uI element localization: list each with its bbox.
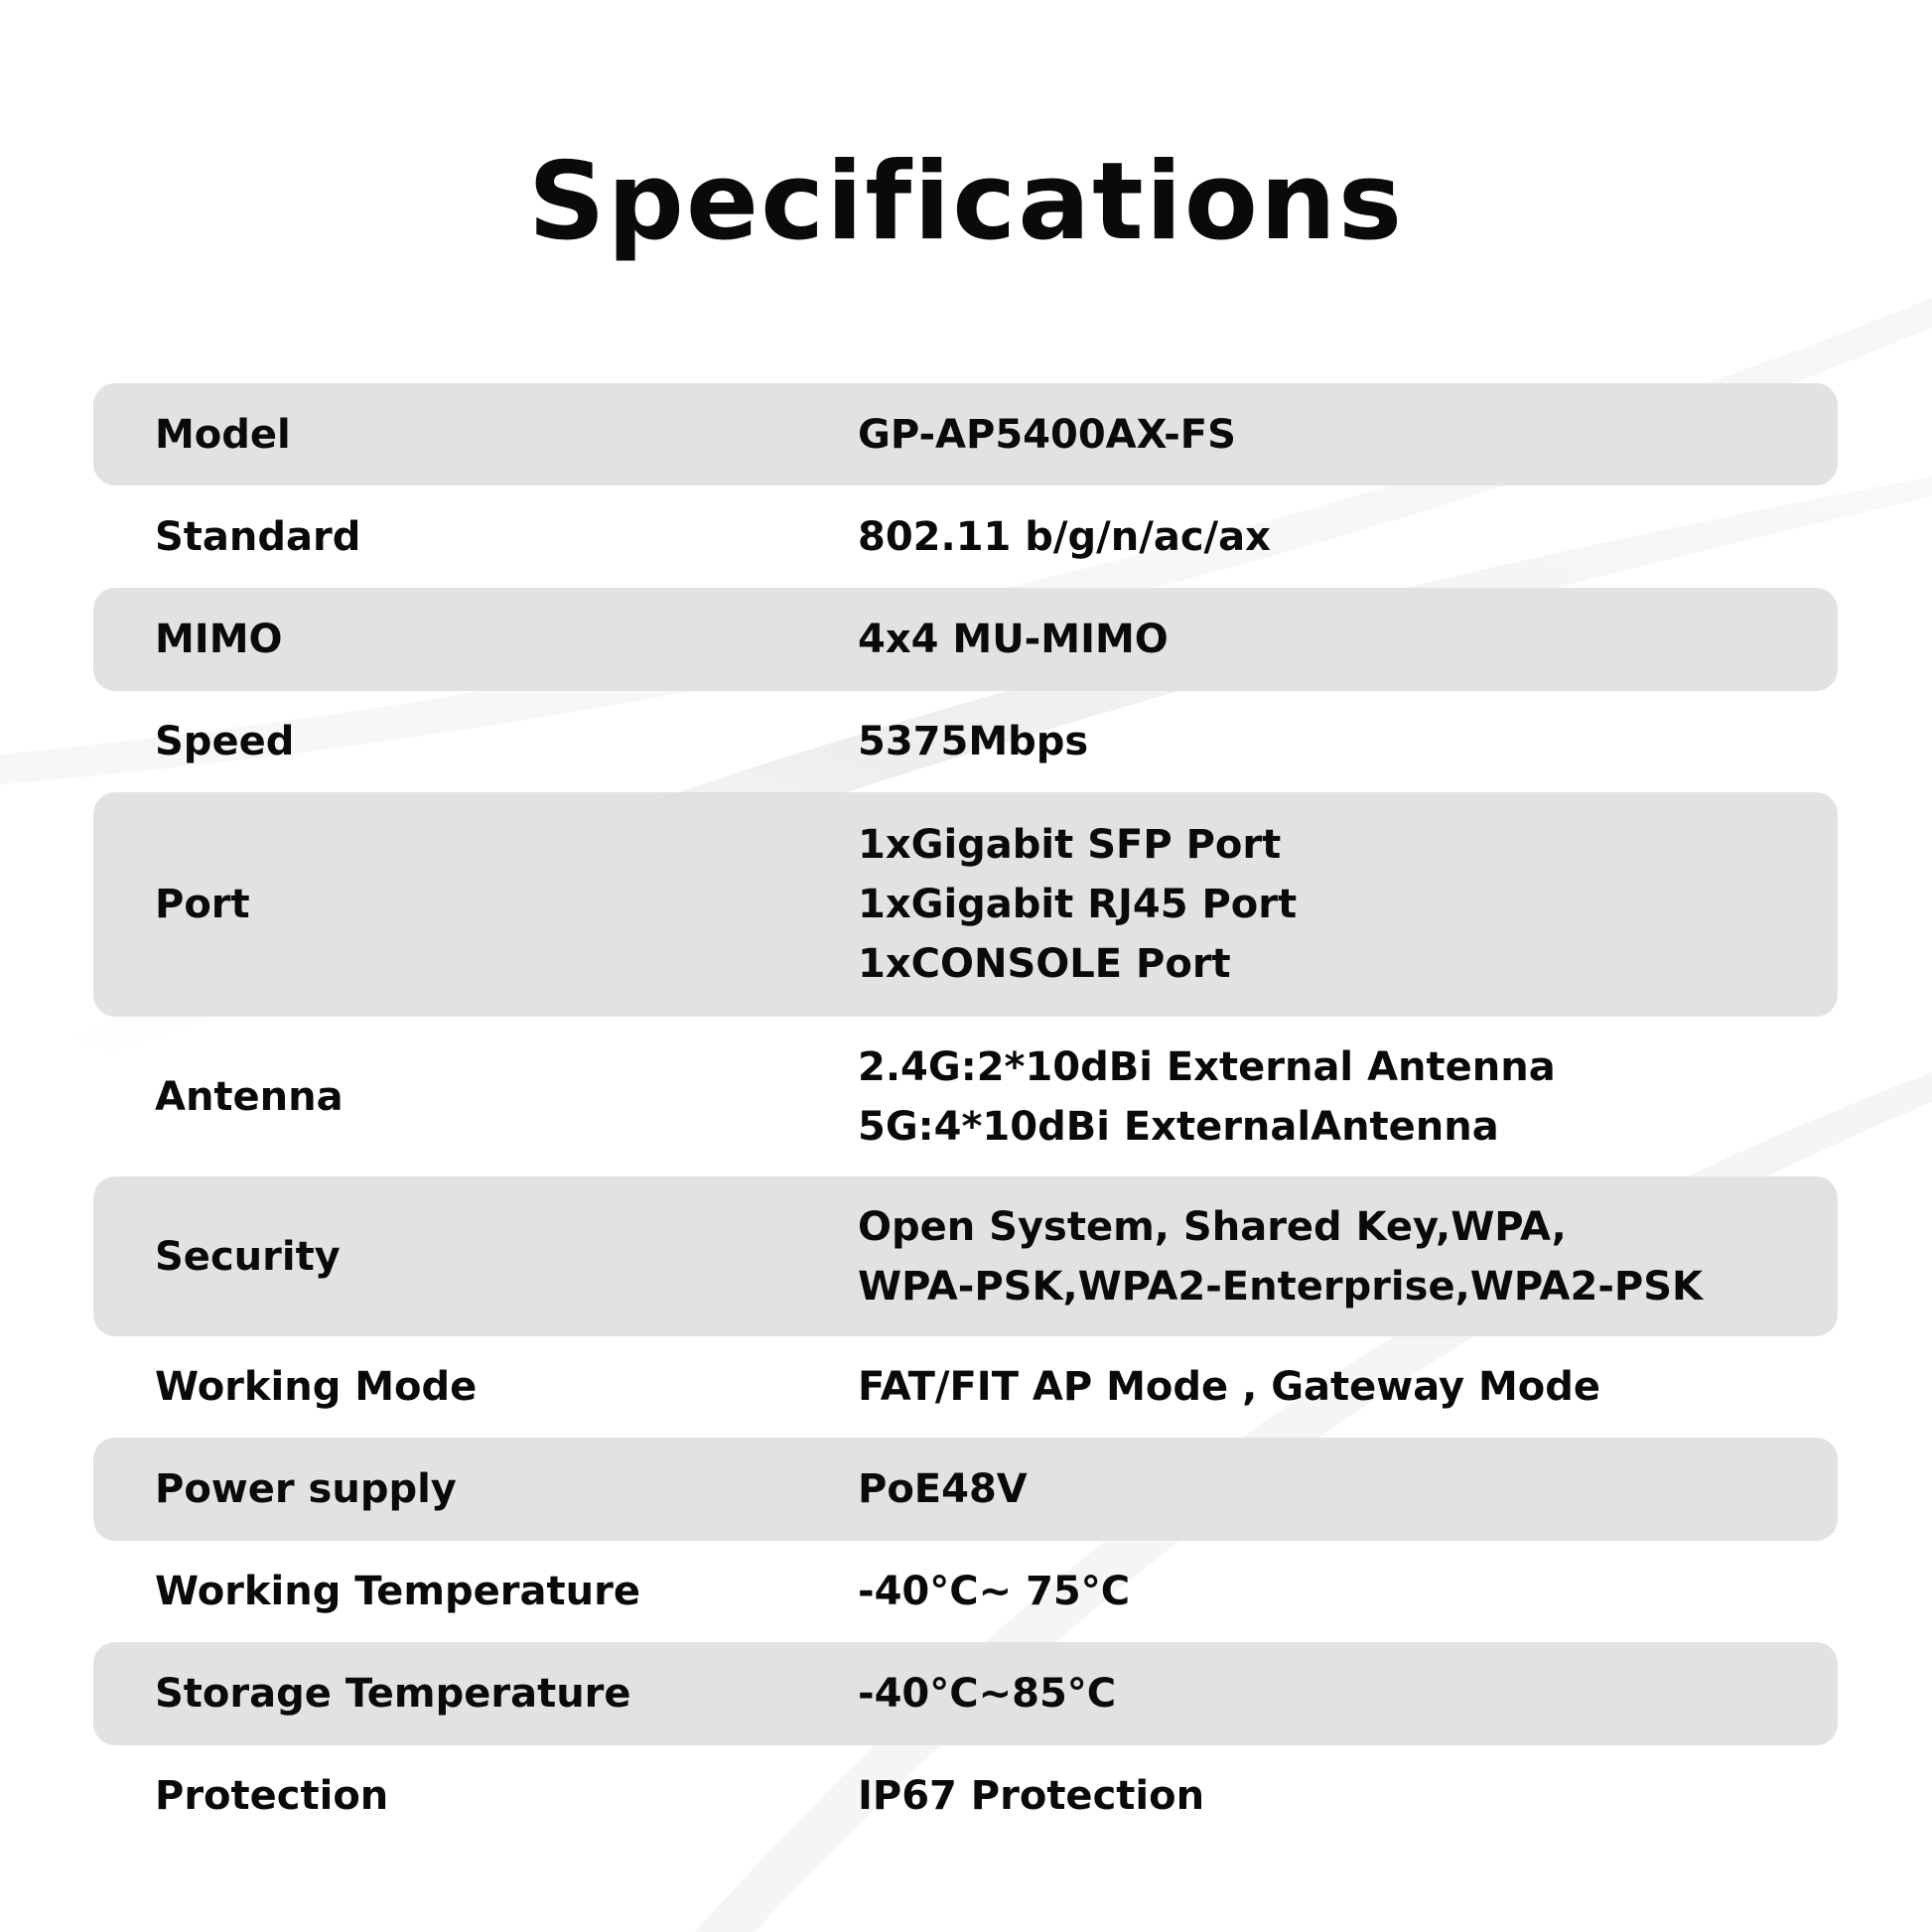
spec-value-line: 1xGigabit SFP Port bbox=[858, 822, 1282, 868]
spec-value-line: 1xGigabit RJ45 Port bbox=[858, 882, 1298, 927]
spec-row-antenna bbox=[93, 1017, 1838, 1176]
spec-label: Working Temperature bbox=[155, 1569, 640, 1614]
spec-row-power-supply bbox=[93, 1438, 1838, 1541]
spec-label: Storage Temperature bbox=[155, 1671, 631, 1717]
spec-table bbox=[93, 383, 1838, 1847]
spec-label: Power supply bbox=[155, 1466, 457, 1512]
spec-value-line: 2.4G:2*10dBi External Antenna bbox=[858, 1043, 1556, 1090]
spec-value bbox=[858, 1766, 1838, 1826]
spec-value-line: WPA-PSK,WPA2-Enterprise,WPA2-PSK bbox=[858, 1263, 1704, 1310]
spec-value bbox=[858, 1357, 1838, 1417]
spec-label: MIMO bbox=[155, 617, 283, 662]
spec-value bbox=[858, 1037, 1838, 1157]
spec-row-security bbox=[93, 1176, 1838, 1336]
spec-value-line: 1xCONSOLE Port bbox=[858, 941, 1231, 987]
spec-value bbox=[858, 1664, 1838, 1724]
spec-label: Antenna bbox=[155, 1073, 344, 1120]
spec-value-line: GP-AP5400AX-FS bbox=[858, 411, 1236, 458]
spec-label: Security bbox=[155, 1233, 341, 1280]
spec-value bbox=[858, 712, 1838, 771]
spec-row-working-mode bbox=[93, 1336, 1838, 1438]
spec-value bbox=[858, 405, 1838, 465]
spec-label: Protection bbox=[155, 1773, 389, 1819]
spec-value-line: 5G:4*10dBi ExternalAntenna bbox=[858, 1103, 1499, 1150]
spec-value-line: 802.11 b/g/n/ac/ax bbox=[858, 513, 1271, 560]
spec-value-line: -40°C~85°C bbox=[858, 1671, 1117, 1717]
spec-value-line: 4x4 MU-MIMO bbox=[858, 617, 1169, 662]
spec-row-mimo bbox=[93, 588, 1838, 691]
spec-value bbox=[858, 1197, 1838, 1316]
spec-row-speed bbox=[93, 691, 1838, 792]
spec-row-protection bbox=[93, 1745, 1838, 1847]
spec-value-line: Open System, Shared Key,WPA, bbox=[858, 1203, 1567, 1250]
spec-row-model bbox=[93, 383, 1838, 485]
spec-row-standard bbox=[93, 485, 1838, 588]
spec-label: Speed bbox=[155, 719, 295, 764]
spec-value-line: PoE48V bbox=[858, 1466, 1028, 1512]
spec-value-line: IP67 Protection bbox=[858, 1773, 1205, 1819]
spec-value bbox=[858, 1562, 1838, 1621]
spec-value-line: 5375Mbps bbox=[858, 719, 1089, 764]
spec-label: Model bbox=[155, 411, 291, 458]
spec-row-working-temperature bbox=[93, 1541, 1838, 1642]
spec-label: Working Mode bbox=[155, 1364, 478, 1410]
spec-row-storage-temperature bbox=[93, 1642, 1838, 1745]
spec-value-line: -40°C~ 75°C bbox=[858, 1569, 1131, 1614]
page-title: Specifications bbox=[527, 140, 1405, 264]
spec-value bbox=[858, 507, 1838, 567]
spec-value bbox=[858, 815, 1838, 994]
spec-value bbox=[858, 610, 1838, 669]
spec-label: Port bbox=[155, 882, 250, 927]
spec-value-line: FAT/FIT AP Mode , Gateway Mode bbox=[858, 1364, 1601, 1410]
spec-value bbox=[858, 1459, 1838, 1519]
spec-row-port bbox=[93, 792, 1838, 1017]
spec-label: Standard bbox=[155, 513, 361, 560]
